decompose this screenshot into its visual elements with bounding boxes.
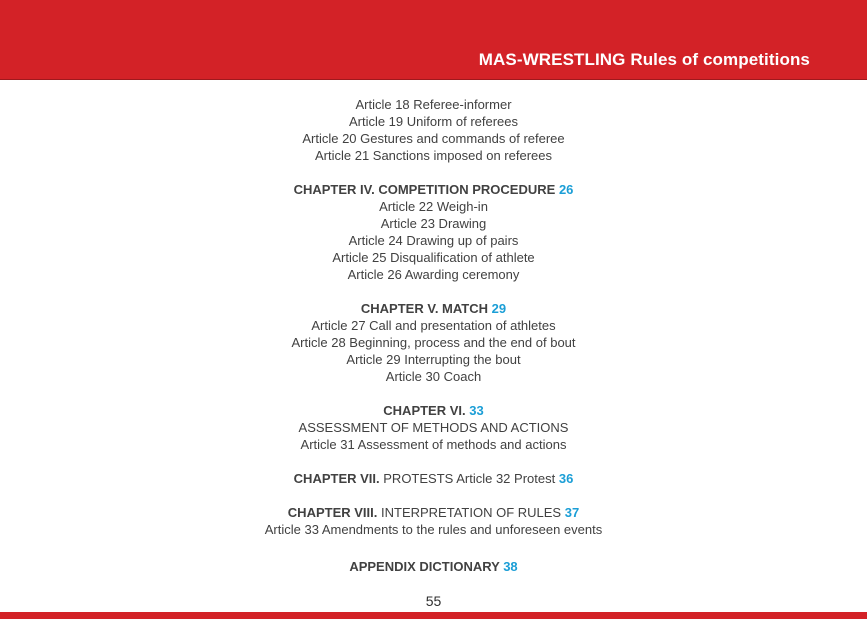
chapter-rest: PROTESTS Article 32 Protest xyxy=(383,471,556,486)
toc-chapter xyxy=(0,402,867,419)
toc-entry: Article 20 Gestures and commands of referee xyxy=(302,131,565,146)
header-bar xyxy=(0,0,867,80)
toc-entry: Article 33 Amendments to the rules and unforeseen events xyxy=(264,522,603,537)
page-number: 55 xyxy=(425,593,442,609)
page-ref: 26 xyxy=(558,182,574,197)
toc-chapter xyxy=(0,504,867,521)
toc-entry: Article 30 Coach xyxy=(385,369,482,384)
toc-entry: Article 28 Beginning, process and the end of bout xyxy=(291,335,576,350)
page-ref: 33 xyxy=(469,403,484,418)
toc-entry: Article 19 Uniform of referees xyxy=(348,114,519,129)
toc-entry: Article 23 Drawing xyxy=(380,216,487,231)
chapter-title: CHAPTER VI. xyxy=(383,403,466,418)
chapter-title: CHAPTER V. MATCH xyxy=(360,301,489,316)
toc-entry: Article 29 Interrupting the bout xyxy=(346,352,521,367)
chapter-title: APPENDIX DICTIONARY xyxy=(349,559,500,574)
toc-entry: Article 22 Weigh-in xyxy=(379,199,488,214)
toc-entry: Article 21 Sanctions imposed on referees xyxy=(314,148,552,163)
bottom-red-strip xyxy=(0,612,867,619)
chapter-title: CHAPTER VIII. xyxy=(287,505,378,520)
page-ref: 38 xyxy=(503,559,518,574)
page-ref: 29 xyxy=(491,301,507,316)
toc-entry: Article 24 Drawing up of pairs xyxy=(348,233,519,248)
page-ref: 36 xyxy=(558,471,574,486)
document-title: MAS-WRESTLING Rules of competitions xyxy=(478,50,810,69)
page-ref: 37 xyxy=(564,505,580,520)
chapter-rest: INTERPRETATION OF RULES xyxy=(381,505,562,520)
chapter-title: CHAPTER IV. COMPETITION PROCEDURE xyxy=(293,182,556,197)
toc-entry: Article 26 Awarding ceremony xyxy=(347,267,520,282)
toc-entry: Article 27 Call and presentation of athletes xyxy=(311,318,556,333)
chapter-subtitle: ASSESSMENT OF METHODS AND ACTIONS xyxy=(298,420,569,435)
toc-entry: Article 18 Referee-informer xyxy=(355,97,512,112)
table-of-contents xyxy=(0,81,867,575)
toc-chapter xyxy=(0,300,867,317)
toc-chapter xyxy=(0,470,867,487)
toc-entry: Article 31 Assessment of methods and actions xyxy=(300,437,567,452)
toc-entry: Article 25 Disqualification of athlete xyxy=(332,250,535,265)
toc-chapter xyxy=(0,181,867,198)
chapter-title: CHAPTER VII. xyxy=(293,471,380,486)
toc-appendix xyxy=(0,558,867,575)
